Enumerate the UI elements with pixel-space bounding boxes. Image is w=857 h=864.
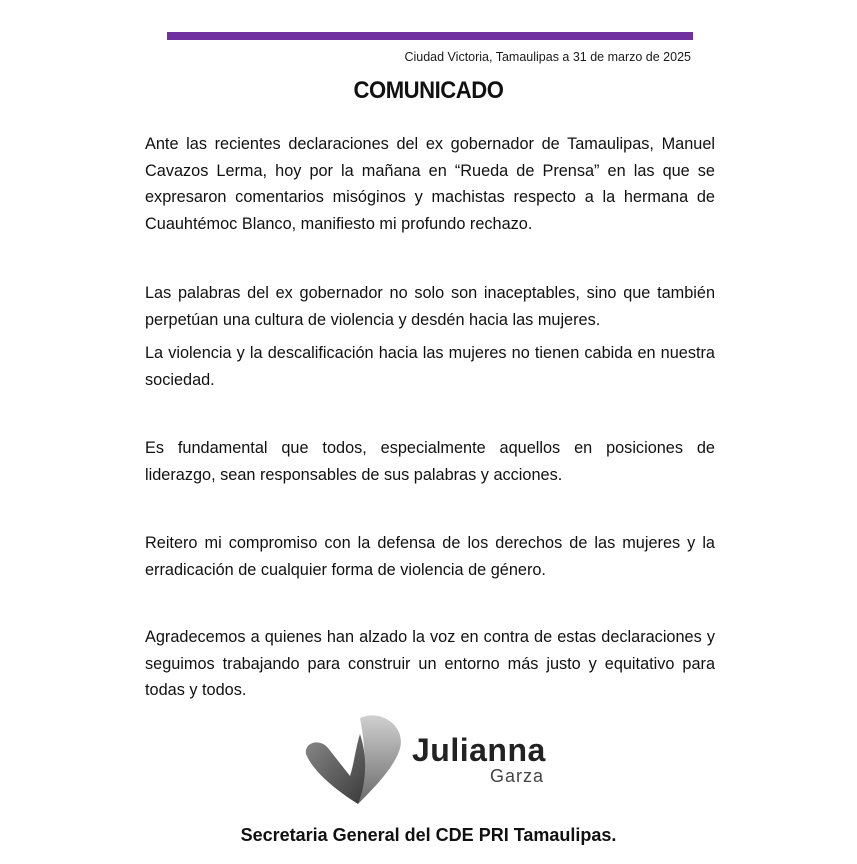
date-line: Ciudad Victoria, Tamaulipas a 31 de marzo de 2025 (404, 50, 691, 64)
paragraph-4: Es fundamental que todos, especialmente aquellos en posiciones de liderazgo, sean responsables de sus palabras y acciones. (145, 439, 715, 484)
heart-check-icon (302, 710, 412, 810)
paragraph-1: Ante las recientes declaraciones del ex gobernador de Tamaulipas, Manuel Cavazos Lerma, hoy por la mañana en “Rueda de Prensa” en las que se expresaron comentarios misóginos y machistas respecto a la hermana de Cuauhtémoc Blanco, manifiesto mi profundo rechazo. (145, 135, 715, 233)
signature: Secretaria General del CDE PRI Tamaulipas. (240, 825, 617, 845)
header-accent-bar (167, 32, 693, 40)
logo (302, 710, 562, 815)
logo-surname: Garza (490, 766, 545, 786)
paragraph-5: Reitero mi compromiso con la defensa de los derechos de las mujeres y la erradicación de cualquier forma de violencia de género. (145, 534, 715, 579)
page-title: COMUNICADO (353, 77, 504, 104)
paragraph-6: Agradecemos a quienes han alzado la voz en contra de estas declaraciones y seguimos trabajando para construir un entorno más justo y equitativo para todas y todos. (145, 628, 715, 699)
paragraph-2: Las palabras del ex gobernador no solo son inaceptables, sino que también perpetúan una cultura de violencia y desdén hacia las mujeres. (145, 284, 715, 329)
logo-name: Julianna (412, 732, 546, 768)
paragraph-3: La violencia y la descalificación hacia las mujeres no tienen cabida en nuestra sociedad. (145, 344, 715, 389)
